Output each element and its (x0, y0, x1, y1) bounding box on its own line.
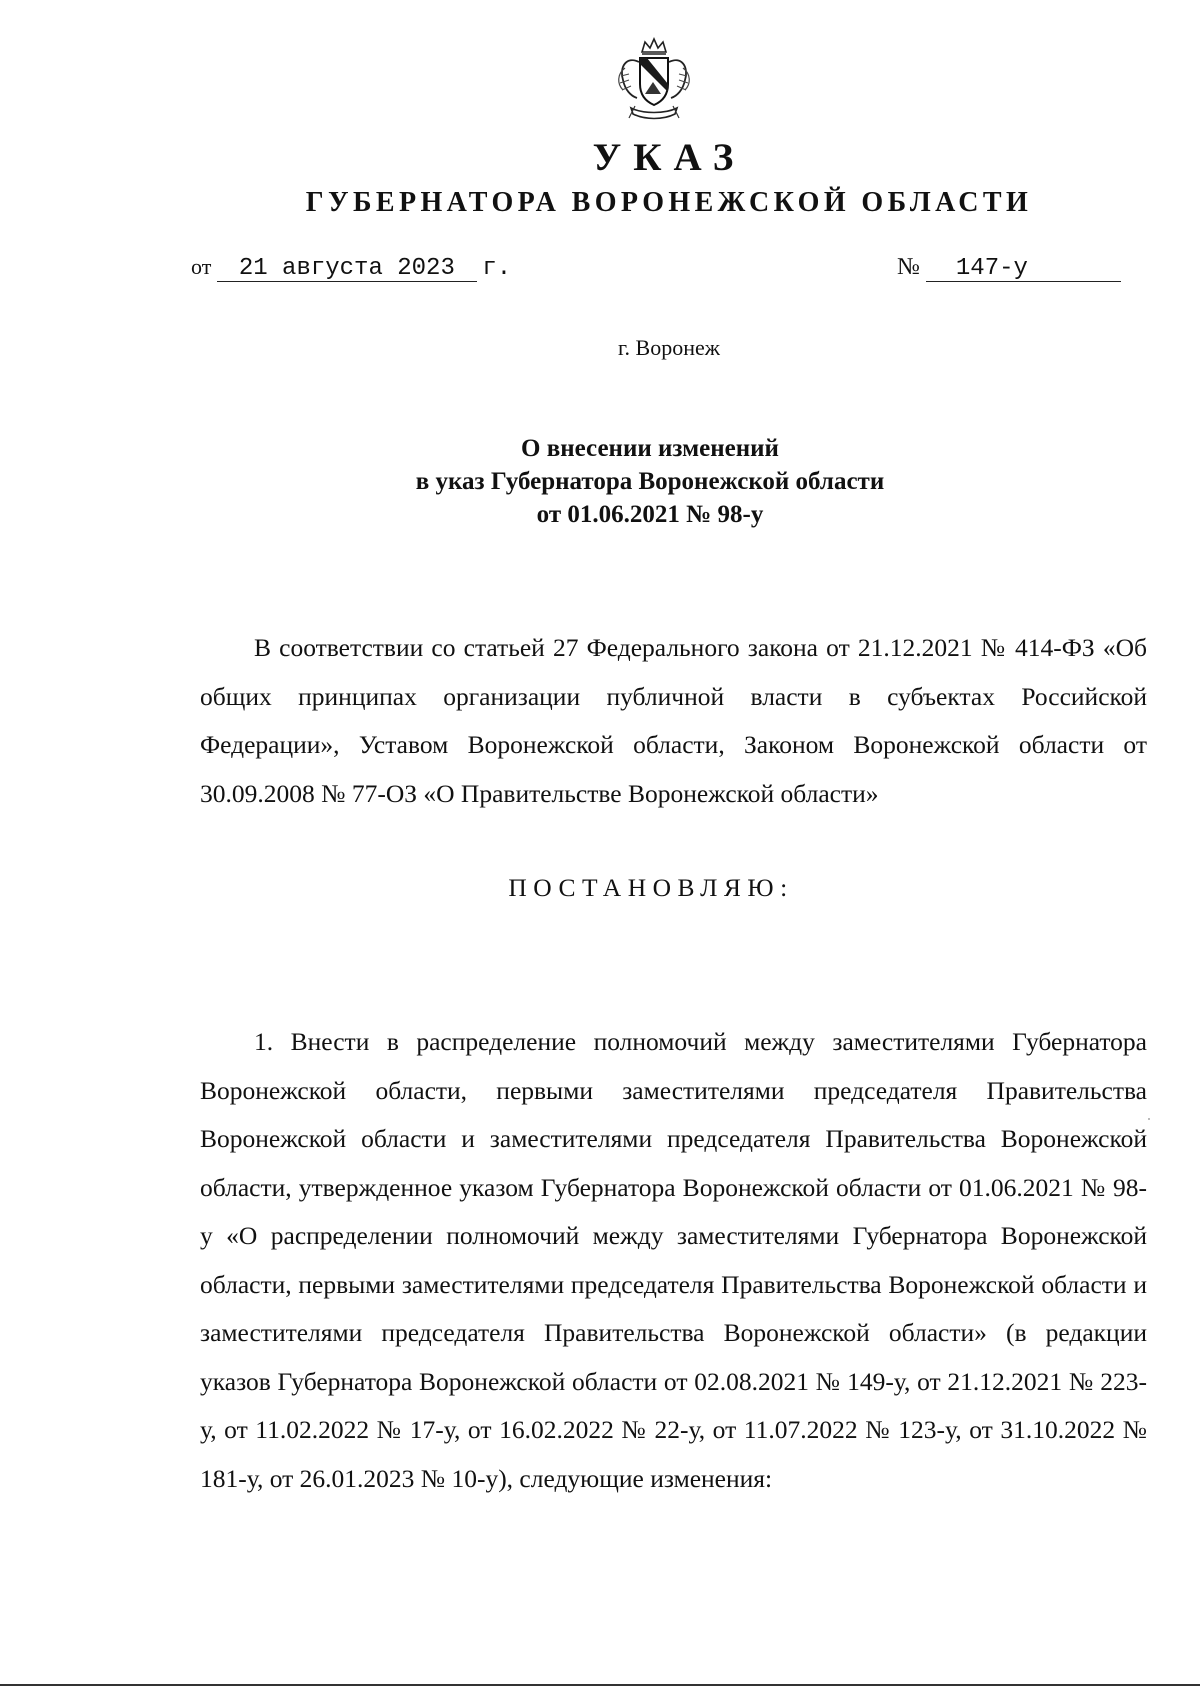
bottom-scan-edge (0, 1684, 1200, 1686)
number-field (897, 253, 1121, 282)
preamble-paragraph: В соответствии со статьей 27 Федерального закона от 21.12.2021 № 414-ФЗ «Об общих принципах организации публичной власти в субъектах Российской Федерации», Уставом Воронежской области, Законом Воронежской области от 30.09.2008 № 77-ОЗ «О Правительстве Воронежской области» (200, 633, 1147, 808)
item-1-paragraph: 1. Внести в распределение полномочий между заместителями Губернатора Воронежской области, первыми заместителями председателя Правительства Воронежской области и заместителями председателя Правительства Воронежской области, утвержденное указом Губернатора Воронежской области от 01.06.2021 № 98-у «О распределении полномочий между заместителями Губернатора Воронежской области, первыми заместителями председателя Правительства Воронежской области и заместителями председателя Правительства Воронежской области» (в редакции указов Губернатора Воронежской области от 02.08.2021 № 149-у, от 21.12.2021 № 223-у, от 11.02.2022 № 17-у, от 16.02.2022 № 22-у, от 11.07.2022 № 123-у, от 31.10.2022 № 181-у, от 26.01.2023 № 10-у), следующие изменения: (200, 1027, 1147, 1493)
decree-word: ПОСТАНОВЛЯЮ: (508, 873, 794, 902)
date-value: 21 августа 2023 (217, 257, 477, 282)
scan-speck (1148, 1118, 1150, 1120)
document-type-heading: УКАЗ (592, 136, 746, 179)
date-label: от (191, 254, 212, 279)
date-field (191, 253, 511, 283)
date-suffix: г. (482, 255, 512, 282)
issuer-heading: ГУБЕРНАТОРА ВОРОНЕЖСКОЙ ОБЛАСТИ (305, 187, 1033, 218)
title-line-1: О внесении изменений (521, 435, 779, 462)
title-line-2: в указ Губернатора Воронежской области (415, 468, 885, 495)
number-value: 147-у (926, 257, 1121, 282)
document-title (0, 432, 1200, 531)
city-line: г. Воронеж (618, 335, 720, 360)
coat-of-arms-emblem (609, 34, 699, 124)
number-label: № (897, 254, 920, 280)
title-line-3: от 01.06.2021 № 98-у (536, 501, 764, 528)
